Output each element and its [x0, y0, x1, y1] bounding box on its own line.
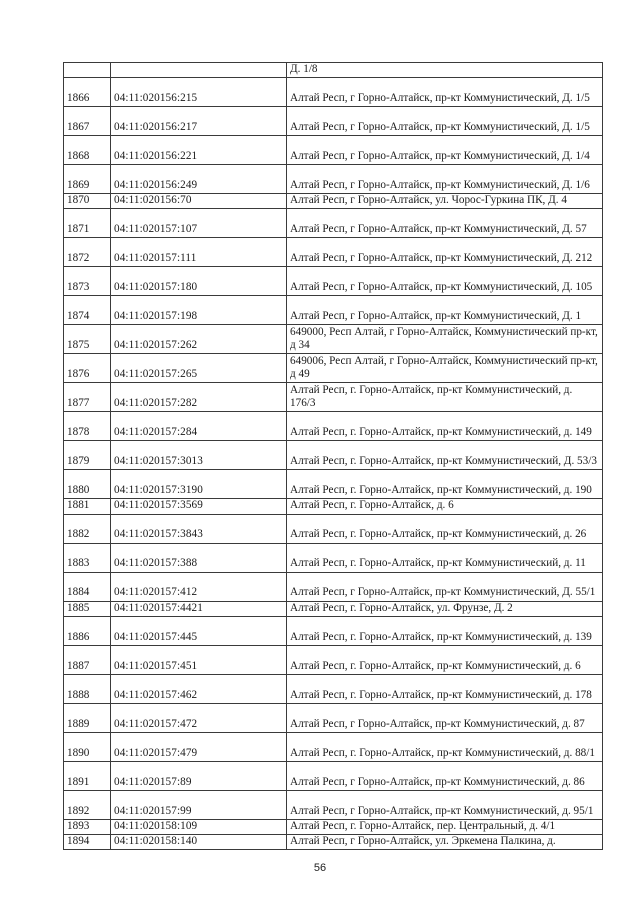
address-cell: Алтай Респ, г Горно-Алтайск, пр-кт Коммунистический, д. 87: [287, 703, 603, 732]
cadastral-number-cell: 04:11:020156:249: [111, 165, 287, 194]
address-cell: Алтай Респ, г Горно-Алтайск, пр-кт Коммунистический, Д. 212: [287, 238, 603, 267]
cadastral-number-cell: 04:11:020157:479: [111, 732, 287, 761]
table-row: [64, 703, 603, 732]
address-cell: Алтай Респ, г. Горно-Алтайск, ул. Фрунзе, Д. 2: [287, 601, 603, 616]
cadastral-number-cell: 04:11:020157:262: [111, 325, 287, 354]
address-cell: Алтай Респ, г Горно-Алтайск, пр-кт Коммунистический, Д. 1/5: [287, 107, 603, 136]
table-row: [64, 63, 603, 78]
address-cell: Алтай Респ, г. Горно-Алтайск, пр-кт Коммунистический, д. 178: [287, 674, 603, 703]
address-cell: Алтай Респ, г. Горно-Алтайск, пр-кт Коммунистический, д. 149: [287, 412, 603, 441]
cadastral-number-cell: 04:11:020157:265: [111, 354, 287, 383]
address-cell: Алтай Респ, г. Горно-Алтайск, пр-кт Коммунистический, д. 6: [287, 645, 603, 674]
row-number-cell: 1871: [64, 209, 111, 238]
table-row: [64, 354, 603, 383]
address-cell: Алтай Респ, г. Горно-Алтайск, пр-кт Коммунистический, д. 176/3: [287, 383, 603, 412]
table-row: [64, 267, 603, 296]
address-cell: Алтай Респ, г Горно-Алтайск, пр-кт Коммунистический, Д. 1: [287, 296, 603, 325]
cadastral-number-cell: 04:11:020156:215: [111, 78, 287, 107]
row-number-cell: 1892: [64, 790, 111, 819]
table-row: [64, 325, 603, 354]
table-row: [64, 790, 603, 819]
row-number-cell: 1868: [64, 136, 111, 165]
cadastral-number-cell: 04:11:020157:282: [111, 383, 287, 412]
row-number-cell: 1894: [64, 835, 111, 850]
table-row: [64, 238, 603, 267]
row-number-cell: 1882: [64, 514, 111, 543]
cadastral-number-cell: 04:11:020158:140: [111, 835, 287, 850]
row-number-cell: 1883: [64, 543, 111, 572]
cadastral-number-cell: 04:11:020157:451: [111, 645, 287, 674]
property-registry-table: [63, 62, 603, 850]
row-number-cell: 1878: [64, 412, 111, 441]
table-row: [64, 616, 603, 645]
row-number-cell: 1881: [64, 499, 111, 514]
address-cell: Алтай Респ, г Горно-Алтайск, пр-кт Коммунистический, д. 86: [287, 761, 603, 790]
table-row: [64, 819, 603, 834]
address-cell: Алтай Респ, г. Горно-Алтайск, д. 6: [287, 499, 603, 514]
cadastral-number-cell: 04:11:020156:221: [111, 136, 287, 165]
cadastral-number-cell: 04:11:020157:3013: [111, 441, 287, 470]
address-cell: Алтай Респ, г. Горно-Алтайск, пер. Центральный, д. 4/1: [287, 819, 603, 834]
row-number-cell: 1890: [64, 732, 111, 761]
row-number-cell: 1870: [64, 194, 111, 209]
address-cell: Алтай Респ, г Горно-Алтайск, пр-кт Коммунистический, Д. 1/4: [287, 136, 603, 165]
row-number-cell: 1876: [64, 354, 111, 383]
table-row: [64, 572, 603, 601]
row-number-cell: 1886: [64, 616, 111, 645]
row-number-cell: 1880: [64, 470, 111, 499]
row-number-cell: 1875: [64, 325, 111, 354]
row-number-cell: 1891: [64, 761, 111, 790]
table-row: [64, 78, 603, 107]
address-cell: Алтай Респ, г. Горно-Алтайск, пр-кт Коммунистический, д. 139: [287, 616, 603, 645]
row-number-cell: 1877: [64, 383, 111, 412]
table-row: [64, 499, 603, 514]
address-cell: Алтай Респ, г. Горно-Алтайск, пр-кт Коммунистический, д. 26: [287, 514, 603, 543]
registry-table-body: [64, 63, 603, 850]
cadastral-number-cell: 04:11:020157:388: [111, 543, 287, 572]
table-row: [64, 514, 603, 543]
row-number-cell: 1867: [64, 107, 111, 136]
cadastral-number-cell: 04:11:020157:198: [111, 296, 287, 325]
address-cell: Алтай Респ, г. Горно-Алтайск, пр-кт Коммунистический, д. 190: [287, 470, 603, 499]
table-row: [64, 209, 603, 238]
table-row: [64, 470, 603, 499]
cadastral-number-cell: 04:11:020157:3190: [111, 470, 287, 499]
cadastral-number-cell: 04:11:020157:111: [111, 238, 287, 267]
row-number-cell: 1869: [64, 165, 111, 194]
address-cell: Алтай Респ, г. Горно-Алтайск, пр-кт Коммунистический, Д. 53/3: [287, 441, 603, 470]
row-number-cell: 1888: [64, 674, 111, 703]
row-number-cell: 1873: [64, 267, 111, 296]
cadastral-number-cell: 04:11:020157:107: [111, 209, 287, 238]
address-cell: Алтай Респ, г Горно-Алтайск, ул. Эркемена Палкина, д.: [287, 835, 603, 850]
cadastral-number-cell: 04:11:020157:412: [111, 572, 287, 601]
cadastral-number-cell: 04:11:020157:4421: [111, 601, 287, 616]
address-cell: 649006, Респ Алтай, г Горно-Алтайск, Коммунистический пр-кт, д 49: [287, 354, 603, 383]
row-number-cell: 1872: [64, 238, 111, 267]
table-row: [64, 761, 603, 790]
row-number-cell: 1884: [64, 572, 111, 601]
cadastral-number-cell: [111, 63, 287, 78]
cadastral-number-cell: 04:11:020157:180: [111, 267, 287, 296]
cadastral-number-cell: 04:11:020157:3569: [111, 499, 287, 514]
table-row: [64, 732, 603, 761]
cadastral-number-cell: 04:11:020157:445: [111, 616, 287, 645]
row-number-cell: [64, 63, 111, 78]
table-row: [64, 674, 603, 703]
address-cell: Алтай Респ, г Горно-Алтайск, пр-кт Коммунистический, д. 95/1: [287, 790, 603, 819]
cadastral-number-cell: 04:11:020156:70: [111, 194, 287, 209]
table-row: [64, 412, 603, 441]
table-row: [64, 194, 603, 209]
address-cell: Алтай Респ, г Горно-Алтайск, пр-кт Коммунистический, Д. 105: [287, 267, 603, 296]
address-cell: Алтай Респ, г Горно-Алтайск, ул. Чорос-Гуркина ПК, Д. 4: [287, 194, 603, 209]
table-row: [64, 441, 603, 470]
address-cell: Д. 1/8: [287, 63, 603, 78]
address-cell: Алтай Респ, г Горно-Алтайск, пр-кт Коммунистический, Д. 55/1: [287, 572, 603, 601]
table-row: [64, 165, 603, 194]
cadastral-number-cell: 04:11:020157:3843: [111, 514, 287, 543]
table-row: [64, 136, 603, 165]
table-row: [64, 296, 603, 325]
cadastral-number-cell: 04:11:020157:472: [111, 703, 287, 732]
cadastral-number-cell: 04:11:020157:462: [111, 674, 287, 703]
cadastral-number-cell: 04:11:020156:217: [111, 107, 287, 136]
table-row: [64, 383, 603, 412]
table-row: [64, 601, 603, 616]
table-row: [64, 835, 603, 850]
row-number-cell: 1889: [64, 703, 111, 732]
address-cell: 649000, Респ Алтай, г Горно-Алтайск, Коммунистический пр-кт, д 34: [287, 325, 603, 354]
row-number-cell: 1885: [64, 601, 111, 616]
table-row: [64, 645, 603, 674]
cadastral-number-cell: 04:11:020158:109: [111, 819, 287, 834]
row-number-cell: 1893: [64, 819, 111, 834]
page-number: 56: [313, 862, 327, 874]
cadastral-number-cell: 04:11:020157:284: [111, 412, 287, 441]
cadastral-number-cell: 04:11:020157:99: [111, 790, 287, 819]
address-cell: Алтай Респ, г. Горно-Алтайск, пр-кт Коммунистический, д. 88/1: [287, 732, 603, 761]
row-number-cell: 1866: [64, 78, 111, 107]
table-row: [64, 107, 603, 136]
row-number-cell: 1887: [64, 645, 111, 674]
row-number-cell: 1874: [64, 296, 111, 325]
address-cell: Алтай Респ, г. Горно-Алтайск, пр-кт Коммунистический, д. 11: [287, 543, 603, 572]
table-row: [64, 543, 603, 572]
address-cell: Алтай Респ, г Горно-Алтайск, пр-кт Коммунистический, Д. 57: [287, 209, 603, 238]
row-number-cell: 1879: [64, 441, 111, 470]
address-cell: Алтай Респ, г Горно-Алтайск, пр-кт Коммунистический, Д. 1/6: [287, 165, 603, 194]
address-cell: Алтай Респ, г Горно-Алтайск, пр-кт Коммунистический, Д. 1/5: [287, 78, 603, 107]
cadastral-number-cell: 04:11:020157:89: [111, 761, 287, 790]
